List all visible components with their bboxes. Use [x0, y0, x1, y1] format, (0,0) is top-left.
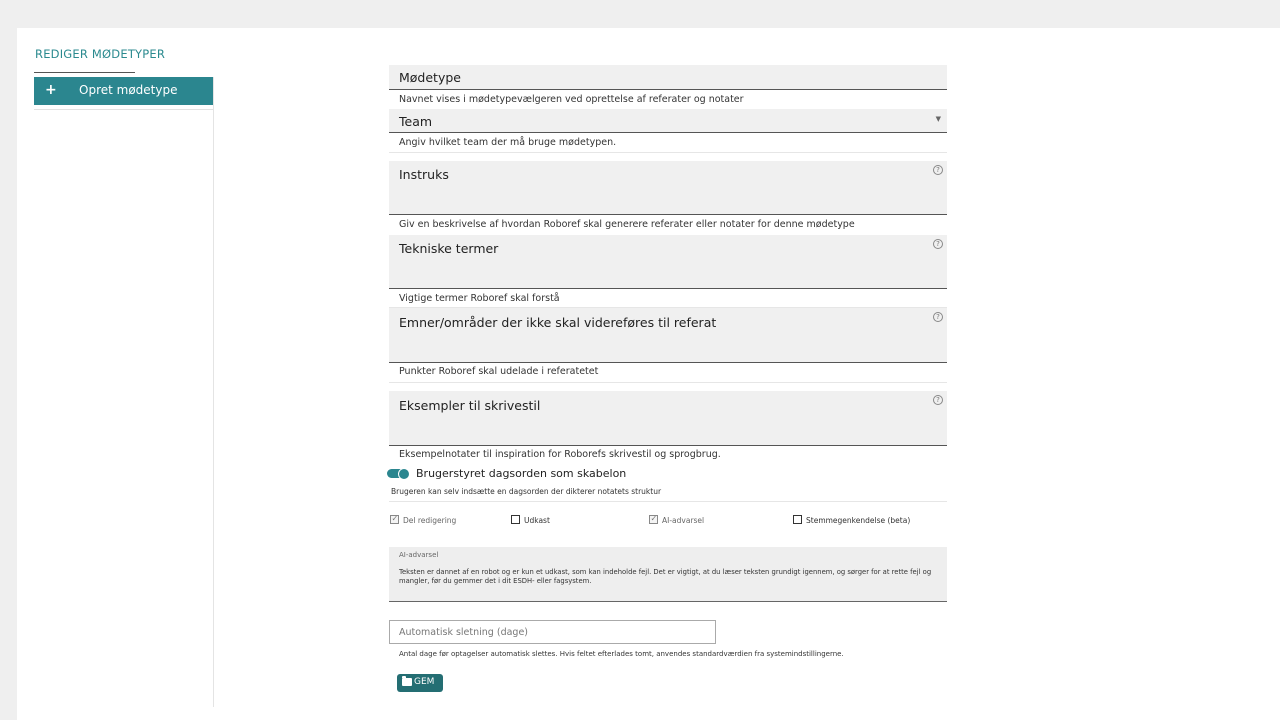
agenda-template-toggle[interactable] [387, 469, 409, 478]
meeting-type-name-label: Mødetype [399, 70, 461, 85]
divider [389, 501, 947, 502]
sidebar-title: REDIGER MØDETYPER [35, 47, 166, 61]
checkbox-box [390, 515, 399, 524]
writing-style-examples-hint: Eksempelnotater til inspiration for Roborefs skrivestil og sprogbrug. [399, 449, 721, 460]
agenda-template-hint: Brugeren kan selv indsætte en dagsorden der dikterer notatets struktur [391, 487, 662, 496]
main-card [17, 28, 1280, 720]
ai-warning-text: Teksten er dannet af en robot og er kun et udkast, som kan indeholde fejl. Det er vigtigt, at du læser teksten grundigt igennem, og sørger for at rette fejl og mangler, før du gemmer det i dit ESDH- eller fagsystem. [399, 568, 932, 585]
auto-delete-days-input[interactable] [389, 620, 716, 644]
divider [389, 382, 947, 383]
draft-label: Udkast [524, 516, 550, 525]
create-meeting-type-button[interactable] [34, 77, 214, 105]
create-meeting-type-label: Opret mødetype [79, 83, 178, 97]
folder-icon [402, 678, 412, 686]
checkbox-box [649, 515, 658, 524]
speech-recognition-label: Stemmegenkendelse (beta) [806, 516, 911, 525]
technical-terms-field[interactable] [389, 235, 947, 289]
instructions-label: Instruks [399, 167, 449, 182]
sidebar-border [213, 77, 214, 707]
divider [389, 152, 947, 153]
checkbox-box [793, 515, 802, 524]
help-icon[interactable]: ? [933, 395, 943, 405]
team-hint: Angiv hvilket team der må bruge mødetypen. [399, 137, 617, 148]
agenda-template-label: Brugerstyret dagsorden som skabelon [416, 467, 627, 480]
auto-delete-hint: Antal dage før optagelser automatisk slettes. Hvis feltet efterlades tomt, anvendes standardværdien fra systemindstillingerne. [399, 650, 844, 658]
instructions-hint: Giv en beskrivelse af hvordan Roboref skal generere referater eller notater for denne mødetype [399, 219, 855, 230]
ai-warning-field[interactable] [389, 547, 947, 602]
help-icon[interactable]: ? [933, 165, 943, 175]
sidebar-title-underline [34, 72, 135, 73]
team-select[interactable] [389, 109, 947, 133]
technical-terms-hint: Vigtige termer Roboref skal forstå [399, 293, 560, 304]
team-label: Team [399, 114, 433, 129]
ai-warning-checkbox-label: AI-advarsel [662, 516, 705, 525]
excluded-topics-field[interactable] [389, 308, 947, 363]
share-editing-label: Del redigering [403, 516, 457, 525]
toggle-knob [398, 468, 410, 480]
help-icon[interactable]: ? [933, 312, 943, 322]
excluded-topics-hint: Punkter Roboref skal udelade i referatetet [399, 366, 599, 377]
writing-style-examples-label: Eksempler til skrivestil [399, 398, 541, 413]
sidebar-divider [34, 109, 214, 110]
plus-icon: + [45, 82, 57, 98]
save-label: GEM [414, 677, 435, 687]
help-icon[interactable]: ? [933, 239, 943, 249]
meeting-type-name-hint: Navnet vises i mødetypevælgeren ved oprettelse af referater og notater [399, 94, 744, 105]
chevron-down-icon: ▼ [935, 115, 941, 123]
checkbox-box [511, 515, 520, 524]
writing-style-examples-field[interactable] [389, 391, 947, 446]
instructions-field[interactable] [389, 161, 947, 215]
save-button[interactable] [397, 674, 443, 692]
excluded-topics-label: Emner/områder der ikke skal videreføres til referat [399, 315, 717, 330]
meeting-type-name-field[interactable] [389, 65, 947, 90]
technical-terms-label: Tekniske termer [399, 241, 499, 256]
ai-warning-label: AI-advarsel [399, 551, 439, 559]
